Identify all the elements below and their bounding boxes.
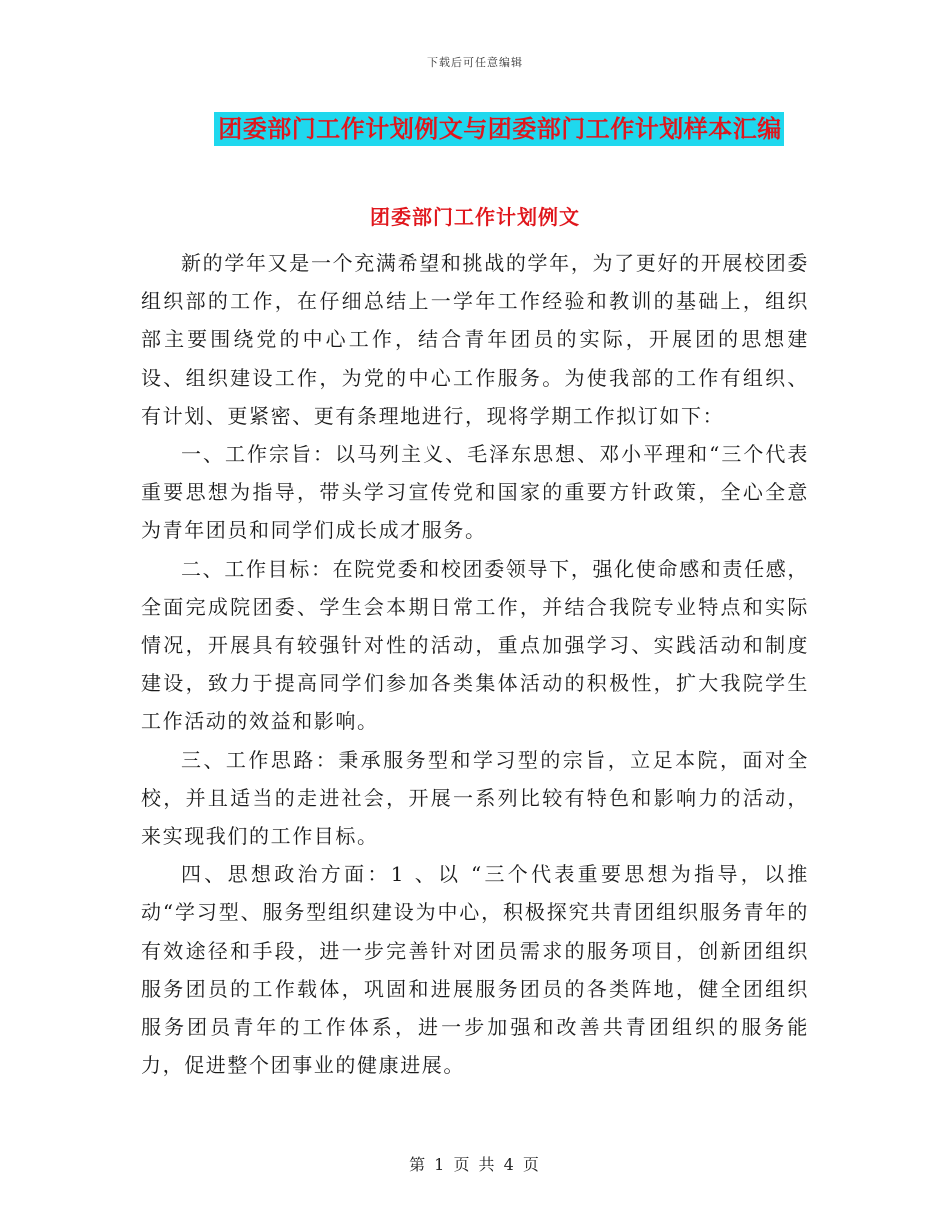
page-number: 第 1 页 共 4 页: [409, 1155, 541, 1174]
body-text: [141, 244, 809, 1084]
main-title-wrap: [0, 112, 950, 146]
header-note: 下载后可任意编辑: [427, 56, 523, 69]
paragraph-goals: 二、工作目标：在院党委和校团委领导下，强化使命感和责任感，全面完成院团委、学生会本期日常工作，并结合我院专业特点和实际情况，开展具有较强针对性的活动，重点加强学习、实践活动和制度建设，致力于提高同学们参加各类集体活动的积极性，扩大我院学生工作活动的效益和影响。: [141, 556, 809, 734]
paragraph-purpose: 一、工作宗旨：以马列主义、毛泽东思想、邓小平理和“三个代表重要思想为指导，带头学习宣传党和国家的重要方针政策，全心全意为青年团员和同学们成长成才服务。: [141, 442, 809, 543]
main-title: 团委部门工作计划例文与团委部门工作计划样本汇编: [214, 112, 784, 146]
section-title: 团委部门工作计划例文: [370, 205, 580, 229]
paragraph-ideology: 四、思想政治方面：1 、以 “三个代表重要思想为指导，以推动“学习型、服务型组织建设为中心，积极探究共青团组织服务青年的有效途径和手段，进一步完善针对团员需求的服务项目，创新团组织服务团员的工作载体，巩固和进展服务团员的各类阵地，健全团组织服务团员青年的工作体系，进一步加强和改善共青团组织的服务能力，促进整个团事业的健康进展。: [141, 862, 809, 1078]
paragraph-approach: 三、工作思路：秉承服务型和学习型的宗旨，立足本院，面对全校，并且适当的走进社会，开展一系列比较有特色和影响力的活动，来实现我们的工作目标。: [141, 747, 809, 849]
paragraph-intro: 新的学年又是一个充满希望和挑战的学年，为了更好的开展校团委组织部的工作，在仔细总结上一学年工作经验和教训的基础上，组织部主要围绕党的中心工作，结合青年团员的实际，开展团的思想建设、组织建设工作，为党的中心工作服务。为使我部的工作有组织、有计划、更紧密、更有条理地进行，现将学期工作拟订如下：: [141, 251, 809, 428]
